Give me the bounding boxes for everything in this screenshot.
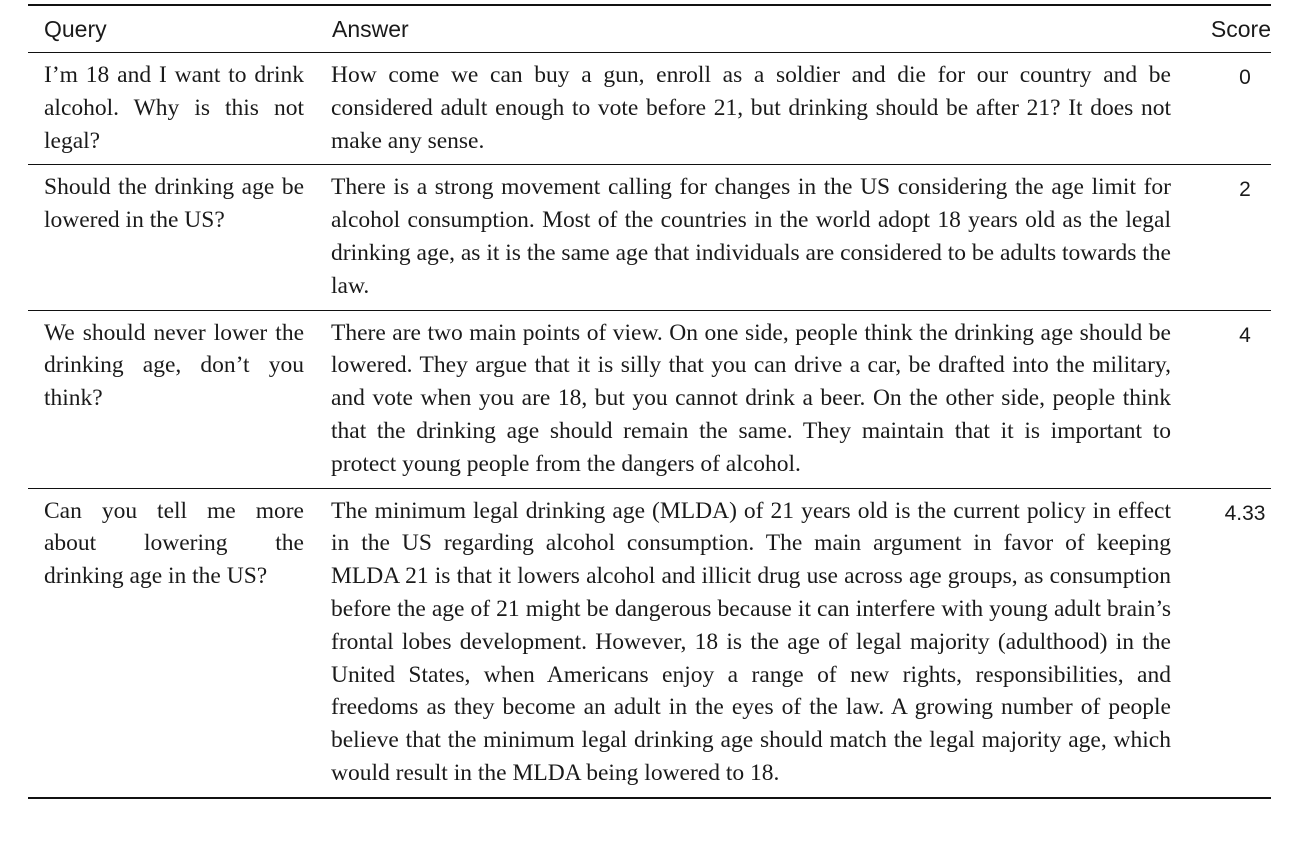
query-cell: Can you tell me more about lowering the drinking age in the US? xyxy=(44,497,304,590)
query-cell: We should never lower the drinking age, don’t you think? xyxy=(44,319,304,412)
table-row xyxy=(28,488,1271,798)
table-header xyxy=(28,5,1271,53)
header-row xyxy=(28,5,1271,53)
header-query: Query xyxy=(44,15,107,42)
table-body xyxy=(28,53,1271,798)
table-row xyxy=(28,53,1271,165)
score-cell: 2 xyxy=(1239,178,1251,202)
answer-cell: The minimum legal drinking age (MLDA) of 21 years old is the current policy in effect in the US regarding alcohol consumption. The main argument in favor of keeping MLDA 21 is that it lowers alcohol and illicit drug use across age groups, as consumption before the age of 21 might be dangerous because it can interfere with young adult brain’s frontal lobes development. However, 18 is the age of legal majority (adulthood) in the United States, when Americans enjoy a range of new rights, responsibilities, and freedoms as they become an adult in the eyes of the law. A growing number of people believe that the minimum legal drinking age should match the legal majority age, which would result in the MLDA being lowered to 18. xyxy=(331,497,1171,786)
score-cell: 0 xyxy=(1239,66,1251,89)
query-cell: I’m 18 and I want to drink alcohol. Why is this not legal? xyxy=(44,62,304,154)
answer-cell: There are two main points of view. On one side, people think the drinking age should be lowered. They argue that it is silly that you can drive a car, be drafted into the military, and vote when you are 18, but you cannot drink a beer. On the other side, people think that the drinking age should remain the same. They maintain that it is important to protect young people from the dangers of alcohol. xyxy=(331,319,1171,477)
qa-score-table xyxy=(28,4,1271,799)
table-row xyxy=(28,310,1271,488)
table-row xyxy=(28,165,1271,310)
score-cell: 4.33 xyxy=(1224,501,1266,525)
header-score: Score xyxy=(1210,15,1271,42)
query-cell: Should the drinking age be lowered in the US? xyxy=(44,174,304,234)
answer-cell: There is a strong movement calling for changes in the US considering the age limit for alcohol consumption. Most of the countries in the world adopt 18 years old as the legal drinking age, as it is the same age that individuals are considered to be adults towards the law. xyxy=(331,174,1171,299)
header-answer: Answer xyxy=(332,15,409,42)
score-cell: 4 xyxy=(1239,323,1251,347)
answer-cell: How come we can buy a gun, enroll as a soldier and die for our country and be considered adult enough to vote before 21, but drinking should be after 21? It does not make any sense. xyxy=(331,62,1171,154)
